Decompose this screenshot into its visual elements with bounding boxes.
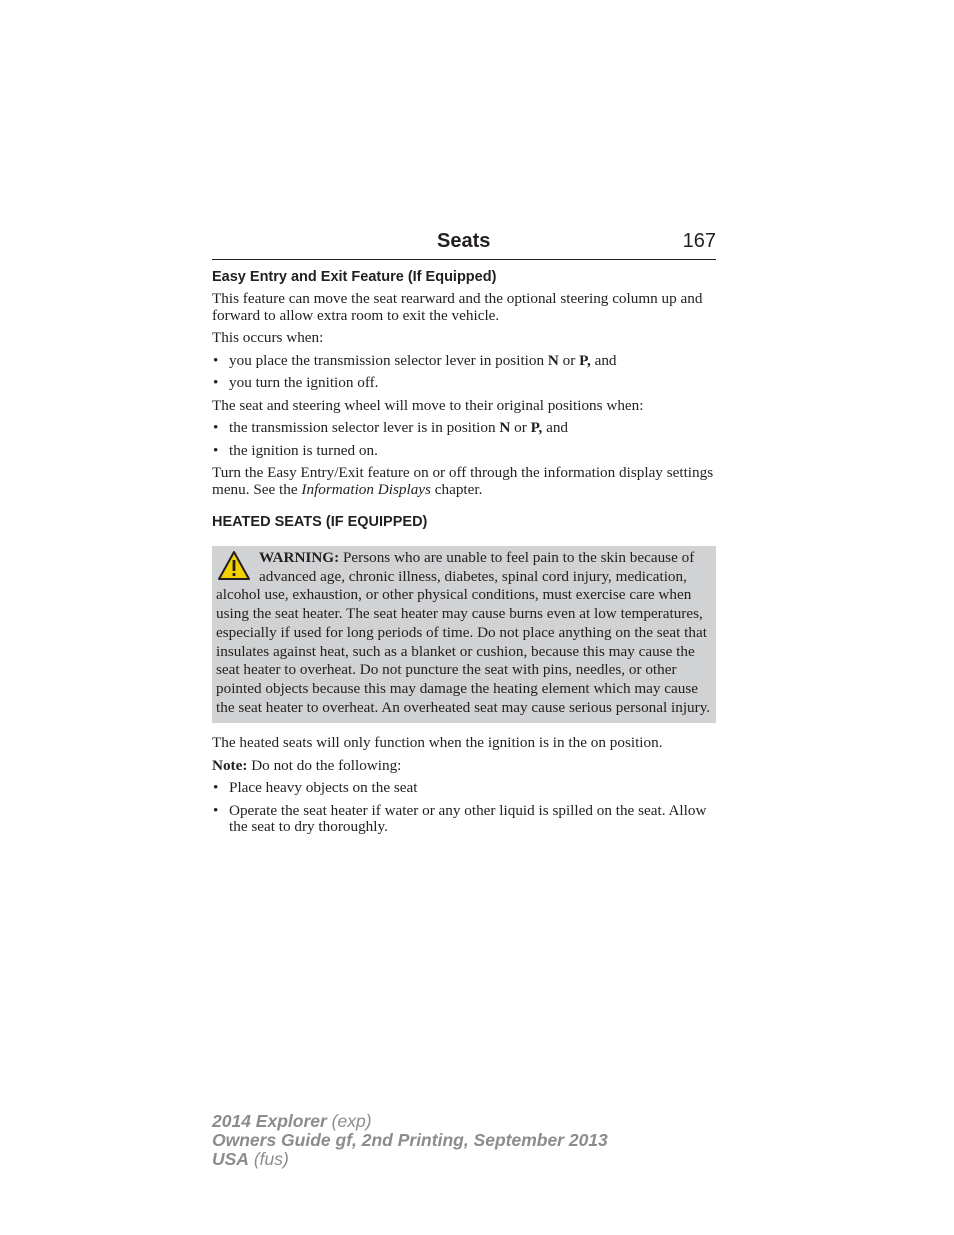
list-item: • you place the transmission selector lever in position N or P, and — [213, 351, 617, 369]
warning-triangle-icon — [216, 549, 252, 583]
occurs-when-text: This occurs when: — [212, 329, 324, 346]
warning-box — [212, 546, 716, 723]
footer-market: USA (fus) — [212, 1149, 289, 1169]
return-positions-text: The seat and steering wheel will move to their original positions when: — [212, 396, 644, 414]
note-text: Note: Do not do the following: — [212, 756, 402, 774]
list-item: • you turn the ignition off. — [213, 374, 379, 391]
page-content — [212, 228, 716, 836]
list-item: • Place heavy objects on the seat — [213, 779, 418, 797]
page-number: 167 — [682, 230, 716, 252]
turn-feature-text: Turn the Easy Entry/Exit feature on or off through the information display settings menu. See the Information Displays chapter. — [212, 464, 714, 498]
list-item: • the transmission selector lever is in position N or P, and — [213, 419, 569, 436]
page-header — [212, 228, 716, 260]
note-label: Note: — [212, 756, 248, 774]
occurs-when-list — [212, 353, 716, 392]
warning-text: Persons who are unable to feel pain to the skin because of advanced age, chronic illness, diabetes, spinal cord injury, medication, alcohol use, exhaustion, or other physical conditions, must exercise care when using the seat heater. The seat heater may cause burns even at low temperatures, especially if used for long periods of time. Do not place anything on the seat that insulates against heat, such as a blanket or cushion, because this may cause the seat heater to overheat. Do not puncture the seat with pins, needles, or other pointed objects because this may damage the heating element which may cause the seat heater to overheat. An overheated seat may cause serious personal injury. — [216, 549, 711, 716]
list-item: • Operate the seat heater if water or any other liquid is spilled on the seat. Allow the seat to dry thoroughly. — [213, 801, 707, 836]
note-list — [212, 780, 716, 836]
section-title: Seats — [437, 230, 491, 252]
page-footer — [212, 1112, 608, 1169]
heated-seats-heading: HEATED SEATS (IF EQUIPPED) — [212, 514, 428, 530]
return-positions-list — [212, 420, 716, 459]
easy-entry-intro: This feature can move the seat rearward and the optional steering column up and forward to allow extra room to exit the vehicle. — [212, 290, 703, 324]
list-item: • the ignition is turned on. — [213, 441, 378, 459]
easy-entry-heading: Easy Entry and Exit Feature (If Equipped) — [212, 269, 497, 285]
footer-model: 2014 Explorer (exp) — [212, 1111, 372, 1131]
information-displays-reference: Information Displays — [301, 480, 431, 498]
footer-guide: Owners Guide gf, 2nd Printing, September 2013 — [212, 1130, 608, 1150]
heated-function-text: The heated seats will only function when the ignition is in the on position. — [212, 734, 663, 752]
warning-label: WARNING: — [259, 549, 340, 566]
